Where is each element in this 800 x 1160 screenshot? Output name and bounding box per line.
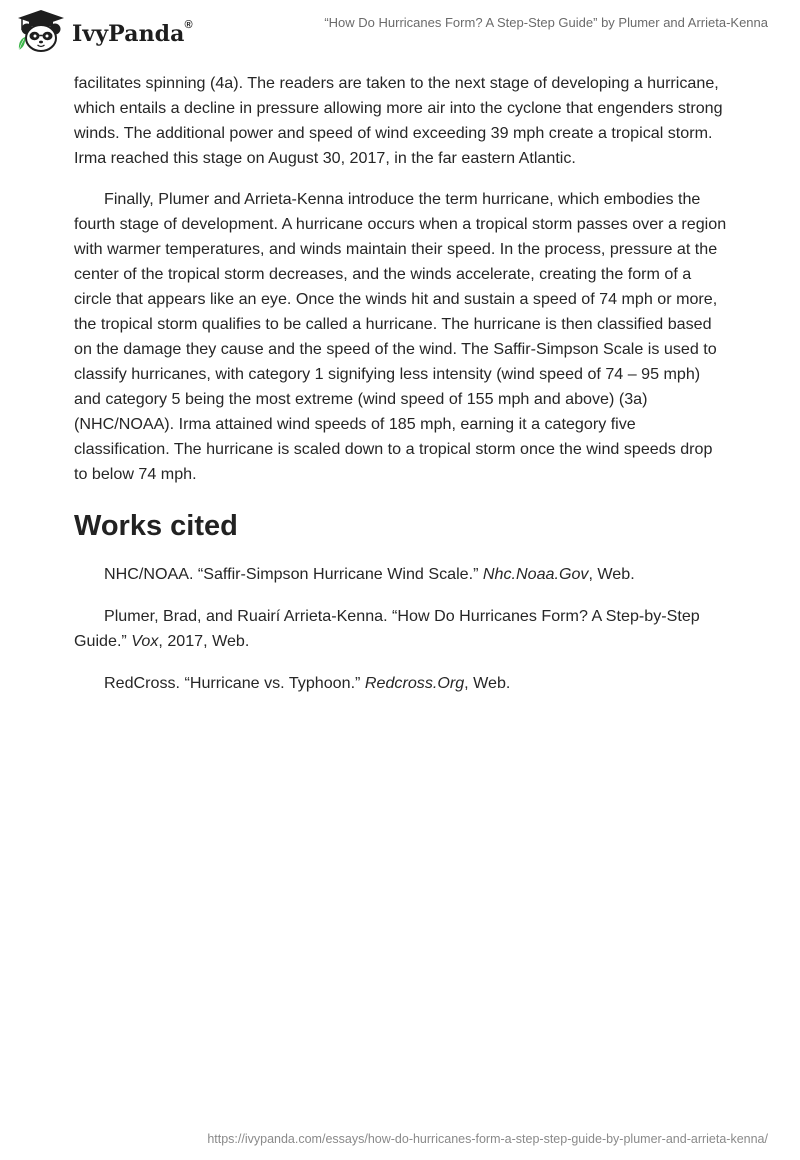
brand-name xyxy=(72,21,193,47)
citation-text: RedCross. “Hurricane vs. Typhoon.” xyxy=(104,674,365,692)
panda-graduate-logo-icon xyxy=(14,8,68,54)
registered-mark: ® xyxy=(184,19,193,31)
citation-entry xyxy=(74,671,729,696)
citation-text: NHC/NOAA. “Saffir-Simpson Hurricane Wind Scale.” xyxy=(104,565,483,583)
ivypanda-logo[interactable] xyxy=(14,8,193,54)
works-cited-heading: Works cited xyxy=(74,510,238,542)
citation-entry xyxy=(74,562,729,587)
page-header xyxy=(0,0,800,64)
document-title: “How Do Hurricanes Form? A Step-Step Guide” by Plumer and Arrieta-Kenna xyxy=(324,15,768,30)
citation-text: Plumer, Brad, and Ruairí Arrieta-Kenna. “How Do Hurricanes Form? A Step-by-Step Guide.” xyxy=(74,607,700,650)
citation-source: Nhc.Noaa.Gov xyxy=(482,565,589,583)
source-url-link[interactable]: https://ivypanda.com/essays/how-do-hurricanes-form-a-step-step-guide-by-plumer-and-arrieta-kenna/ xyxy=(207,1132,768,1146)
citation-suffix: , Web. xyxy=(464,674,511,692)
essay-content xyxy=(74,71,729,713)
citation-source: Redcross.Org xyxy=(364,674,465,692)
body-paragraph: facilitates spinning (4a). The readers are taken to the next stage of developing a hurricane, which entails a decline in pressure allowing more air into the cyclone that engenders strong winds. The additional power and speed of wind exceeding 39 mph create a tropical storm. Irma reached this stage on August 30, 2017, in the far eastern Atlantic. xyxy=(74,74,723,167)
citation-suffix: , Web. xyxy=(588,565,635,583)
brand-name-text: IvyPanda xyxy=(72,21,185,47)
citation-suffix: , 2017, Web. xyxy=(158,632,250,650)
citation-source: Vox xyxy=(131,632,159,650)
citation-entry xyxy=(74,604,729,654)
body-paragraph: Finally, Plumer and Arrieta-Kenna introduce the term hurricane, which embodies the fourth stage of development. A hurricane occurs when a tropical storm passes over a region with warmer temperatures, and winds maintain their speed. In the process, pressure at the center of the tropical storm decreases, and the winds accelerate, creating the form of a circle that appears like an eye. Once the winds hit and sustain a speed of 74 mph or more, the tropical storm qualifies to be called a hurricane. The hurricane is then classified based on the damage they cause and the speed of the wind. The Saffir-Simpson Scale is used to classify hurricanes, with category 1 signifying less intensity (wind speed of 74 – 95 mph) and category 5 being the most extreme (wind speed of 155 mph and above) (3a) (NHC/NOAA). Irma attained wind speeds of 185 mph, earning it a category five classification. The hurricane is scaled down to a tropical storm once the wind speeds drop to below 74 mph. xyxy=(74,190,727,483)
